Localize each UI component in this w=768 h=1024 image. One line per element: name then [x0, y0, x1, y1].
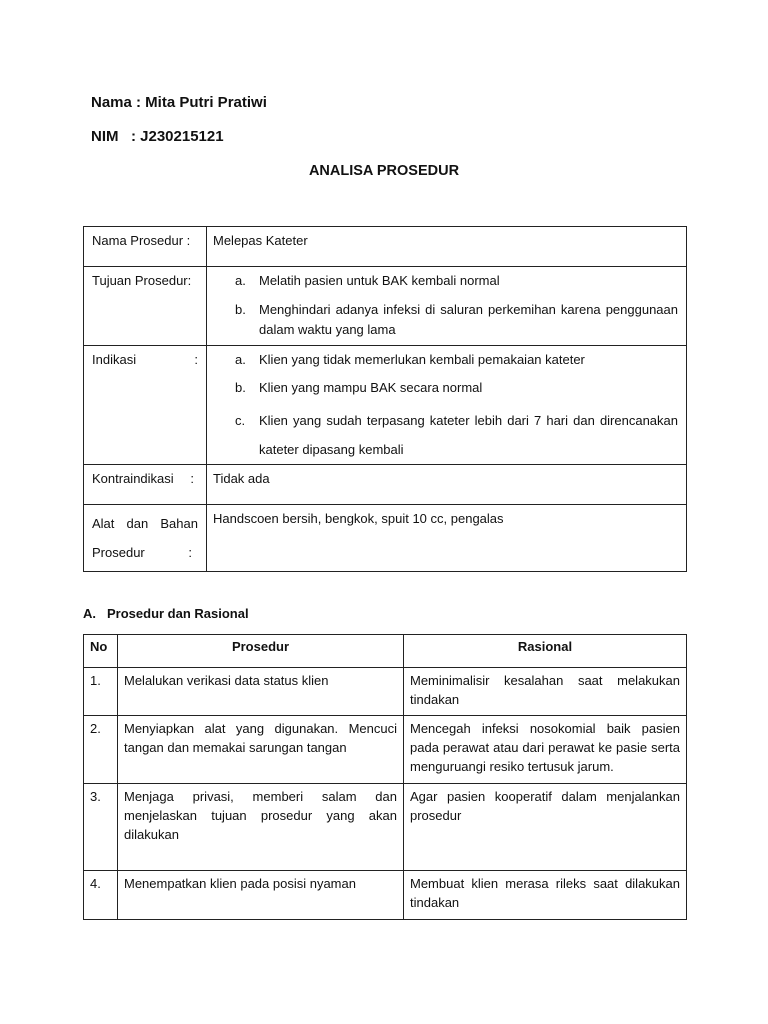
list-item: a. Klien yang tidak memerlukan kembali pemakaian kateter	[235, 352, 585, 367]
procedure-info-table	[83, 226, 687, 572]
header-rasional: Rasional	[404, 635, 687, 668]
student-nim: NIM : J230215121	[91, 128, 224, 145]
indikasi-list	[213, 350, 678, 464]
procedure-rationale-table	[83, 634, 687, 920]
table-header-row	[84, 635, 687, 668]
label-nama-prosedur: Nama Prosedur :	[84, 227, 207, 267]
section-heading: A. Prosedur dan Rasional	[83, 606, 249, 621]
row-kontraindikasi	[84, 465, 687, 505]
table-row: 1. Melalukan verikasi data status klien Meminimalisir kesalahan saat melakukan tindakan	[84, 668, 687, 716]
row-alat-bahan: Alat dan Bahan Prosedur : Handscoen bersih, bengkok, spuit 10 cc, pengalas	[84, 505, 687, 572]
list-item: b. Klien yang mampu BAK secara normal	[235, 380, 483, 395]
row-tujuan-prosedur	[84, 267, 687, 346]
list-item: c. Klien yang sudah terpasang kateter lebih dari 7 hari dan direncanakan kateter dipasang kembali	[235, 413, 678, 457]
value-alat-bahan: Handscoen bersih, bengkok, spuit 10 cc, pengalas	[207, 505, 687, 572]
label-alat-bahan: Alat dan Bahan	[92, 516, 198, 531]
list-item: a. Melatih pasien untuk BAK kembali normal	[235, 273, 500, 288]
table-row: 4. Menempatkan klien pada posisi nyaman Membuat klien merasa rileks saat dilakukan tindakan	[84, 871, 687, 920]
document-title: ANALISA PROSEDUR	[308, 163, 460, 179]
label-indikasi: Indikasi :	[92, 352, 198, 367]
value-kontraindikasi: Tidak ada	[207, 465, 687, 505]
tujuan-list	[213, 271, 678, 340]
list-item: b. Menghindari adanya infeksi di saluran perkemihan karena penggunaan dalam waktu yang lama	[235, 302, 678, 337]
row-nama-prosedur	[84, 227, 687, 267]
row-indikasi	[84, 346, 687, 465]
label-tujuan-prosedur: Tujuan Prosedur:	[84, 267, 207, 346]
table-row: 3. Menjaga privasi, memberi salam dan menjelaskan tujuan prosedur yang akan dilakukan Agar pasien kooperatif dalam menjalankan prosedur	[84, 784, 687, 871]
header-prosedur: Prosedur	[118, 635, 404, 668]
value-nama-prosedur: Melepas Kateter	[207, 227, 687, 267]
header-no: No	[84, 635, 118, 668]
student-name: Nama : Mita Putri Pratiwi	[91, 94, 267, 111]
label-kontraindikasi: Kontraindikasi :	[92, 471, 194, 486]
table-row: 2. Menyiapkan alat yang digunakan. Mencuci tangan dan memakai sarungan tangan Mencegah infeksi nosokomial baik pasien pada perawat atau dari perawat ke pasie serta menguruangi resiko tertusuk jarum.	[84, 716, 687, 784]
